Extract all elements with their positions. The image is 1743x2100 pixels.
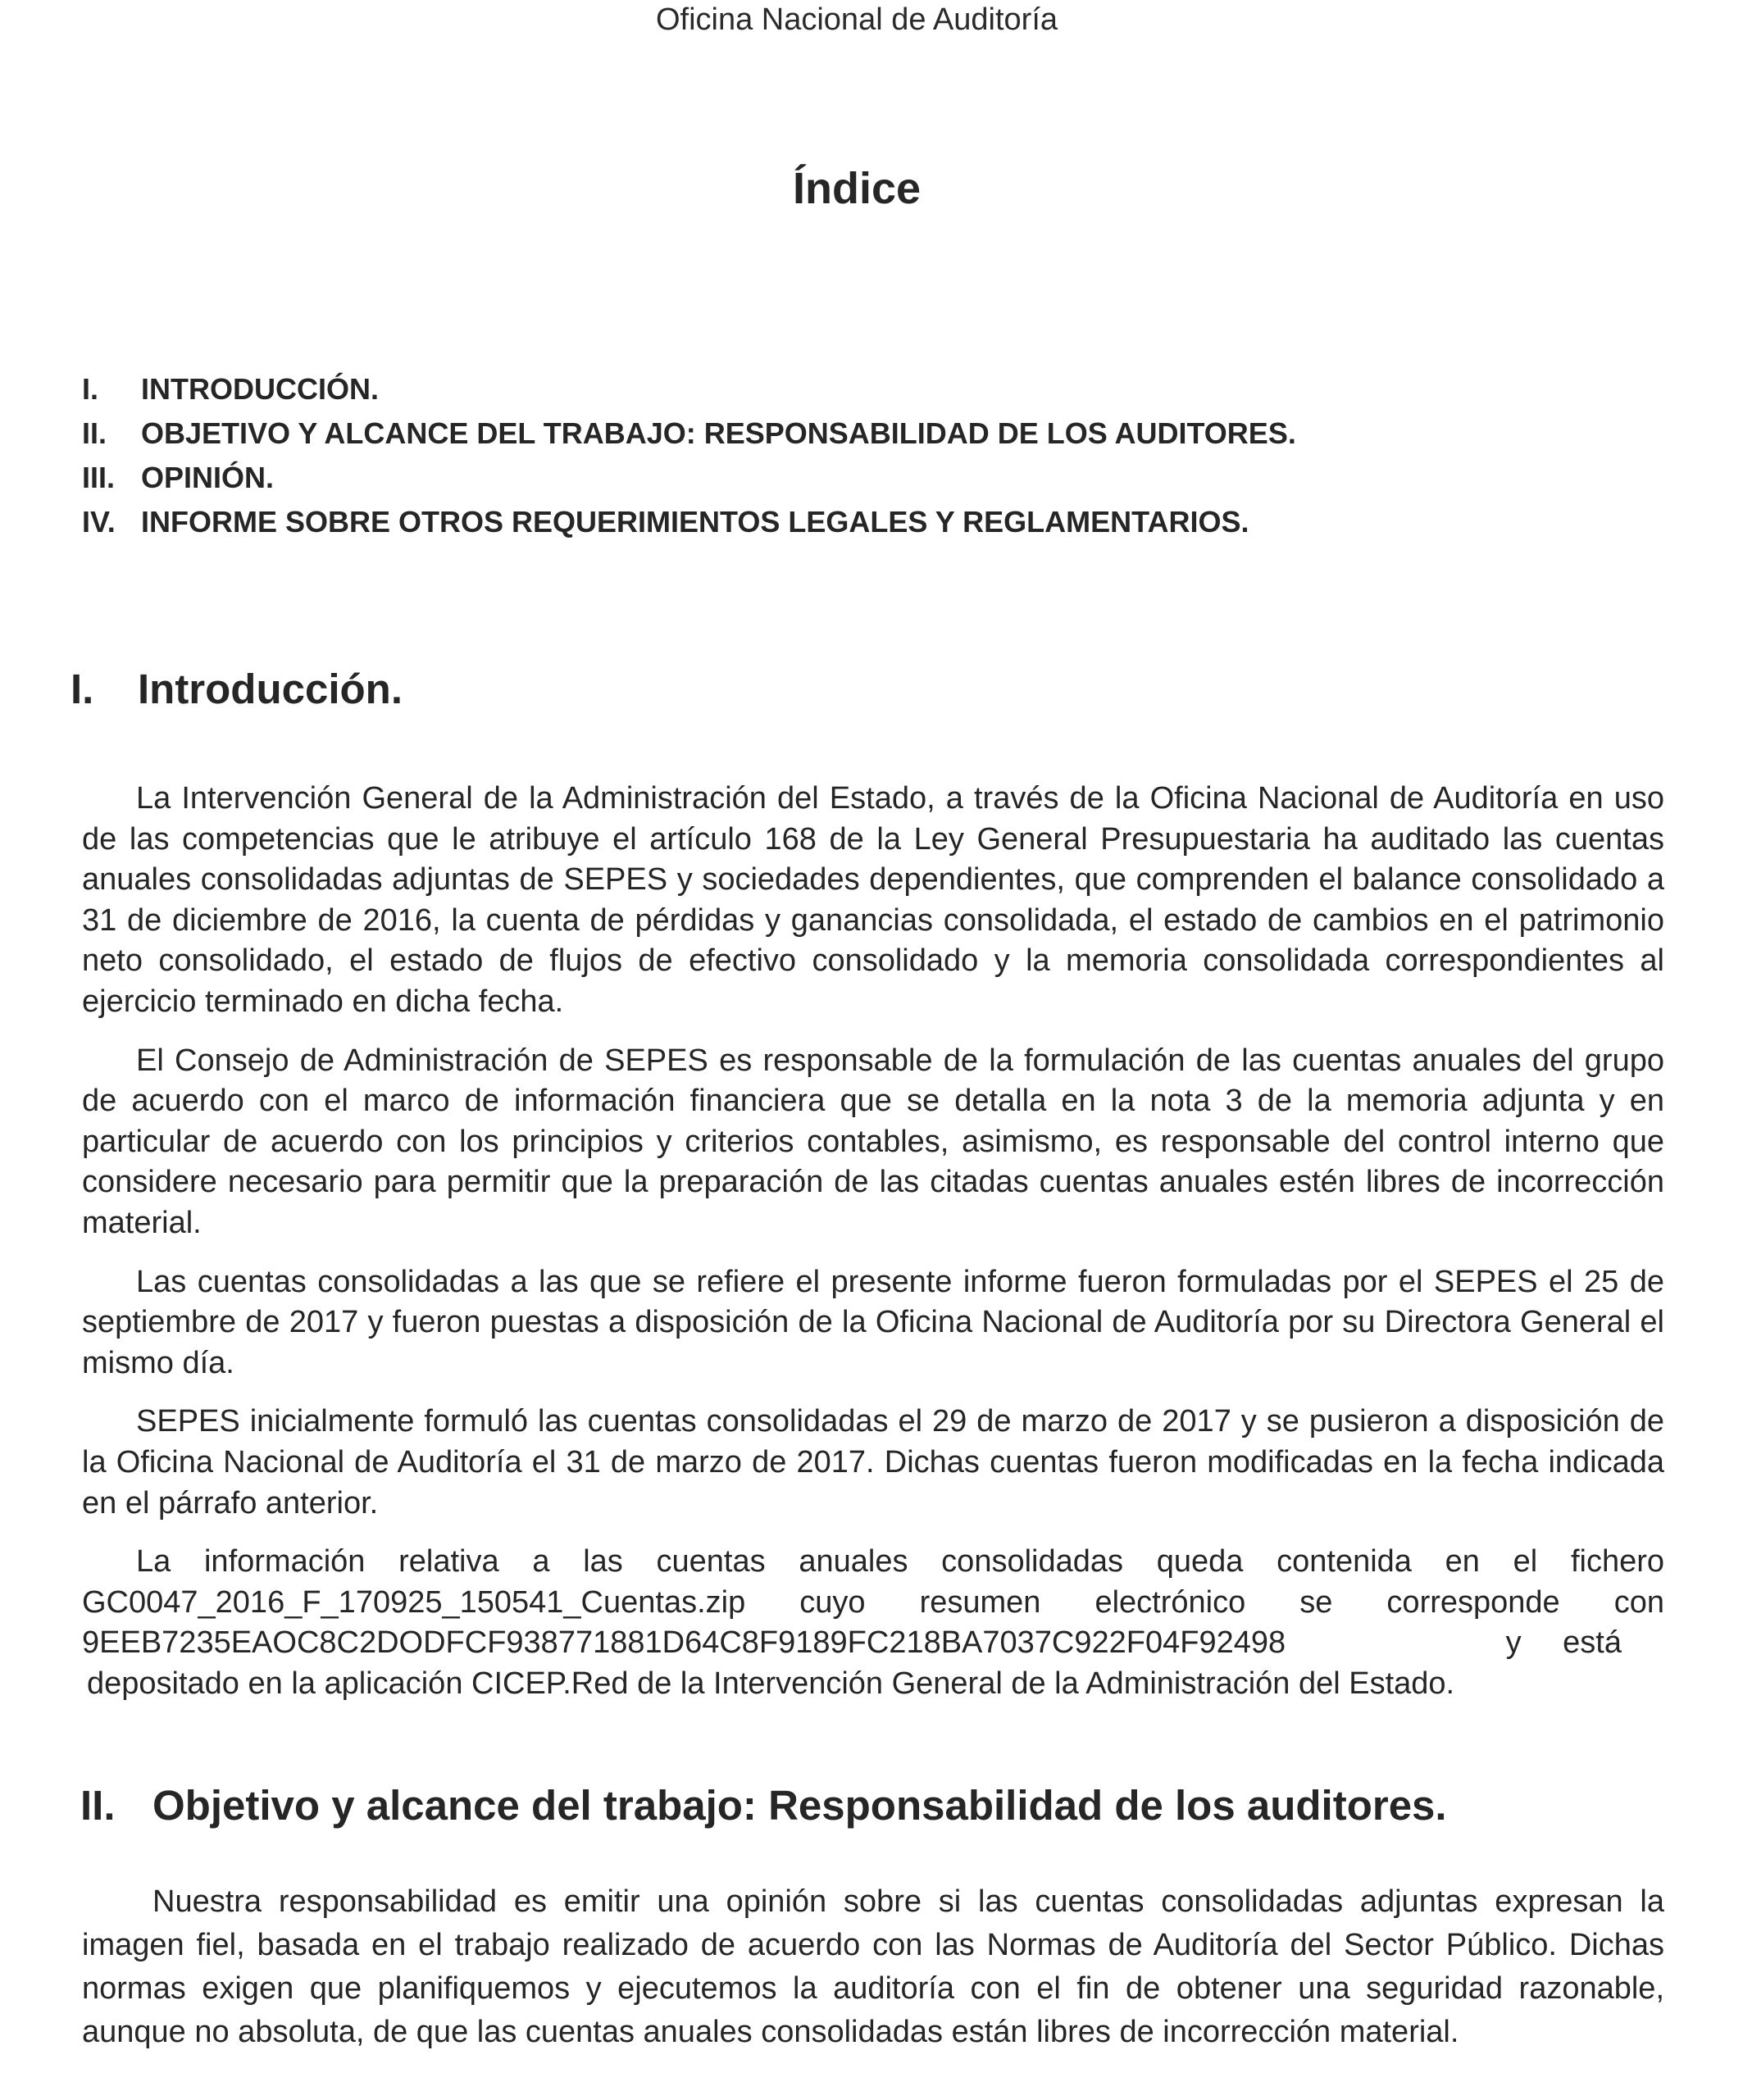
file-paragraph-line: [82, 1623, 1664, 1664]
toc-item-number: III.: [82, 461, 116, 494]
section-body-objetivo: [82, 1880, 1664, 2072]
toc-item-label: OPINIÓN.: [141, 461, 275, 494]
file-paragraph-line: GC0047_2016_F_170925_150541_Cuentas.zip cuyo resumen electrónico se corresponde con: [82, 1584, 1664, 1620]
checksum-hash: 9EEB7235EAOC8C2DODFCF938771881D64C8F9189FC218BA7037C922F04F92498: [82, 1625, 1286, 1661]
section-heading-objetivo: [80, 1779, 1447, 1833]
toc-item-introduccion[interactable]: [82, 367, 1681, 411]
page-header: Oficina Nacional de Auditoría: [655, 2, 1058, 37]
index-title: Índice: [792, 164, 922, 213]
file-paragraph-line-rest: y está: [1505, 1625, 1622, 1661]
section-number: II.: [80, 1782, 116, 1829]
toc-item-label: INFORME SOBRE OTROS REQUERIMIENTOS LEGALES Y REGLAMENTARIOS.: [141, 505, 1249, 539]
toc-item-number: II.: [82, 416, 107, 450]
file-paragraph-line: La información relativa a las cuentas anuales consolidadas queda contenida en el fichero: [136, 1544, 1664, 1580]
table-of-contents: [82, 367, 1681, 544]
paragraph: La Intervención General de la Administración del Estado, a través de la Oficina Nacional de Auditoría en uso de las competencias que le atribuye el artículo 168 de la Ley General Presupuestaria ha auditado las cuentas anuales consolidadas adjuntas de SEPES y sociedades dependientes, que comprenden el balance consolidado a 31 de diciembre de 2016, la cuenta de pérdidas y ganancias consolidada, el estado de cambios en el patrimonio neto consolidado, el estado de flujos de efectivo consolidado y la memoria consolidada correspondientes al ejercicio terminado en dicha fecha.: [82, 781, 1664, 1019]
toc-item-opinion[interactable]: [82, 456, 1681, 500]
section-heading-introduccion: [71, 662, 403, 716]
toc-item-number: I.: [82, 372, 99, 406]
toc-item-informe[interactable]: [82, 500, 1681, 544]
section-number: I.: [71, 666, 94, 712]
toc-item-label: OBJETIVO Y ALCANCE DEL TRABAJO: RESPONSABILIDAD DE LOS AUDITORES.: [141, 416, 1296, 450]
file-paragraph-line: depositado en la aplicación CICEP.Red de la Intervención General de la Administración del Estado.: [87, 1666, 1455, 1701]
paragraph: Las cuentas consolidadas a las que se refiere el presente informe fueron formuladas por el SEPES el 25 de septiembre de 2017 y fueron puestas a disposición de la Oficina Nacional de Auditoría por su Directora General el mismo día.: [82, 1264, 1664, 1380]
paragraph: Nuestra responsabilidad es emitir una opinión sobre si las cuentas consolidadas adjuntas expresan la imagen fiel, basada en el trabajo realizado de acuerdo con las Normas de Auditoría del Sector Público. Dichas normas exigen que planifiquemos y ejecutemos la auditoría con el fin de obtener una seguridad razonable, aunque no absoluta, de que las cuentas anuales consolidadas están libres de incorrección material.: [82, 1884, 1664, 2049]
toc-item-number: IV.: [82, 505, 116, 539]
paragraph: SEPES inicialmente formuló las cuentas consolidadas el 29 de marzo de 2017 y se pusieron a disposición de la Oficina Nacional de Auditoría el 31 de marzo de 2017. Dichas cuentas fueron modificadas en la fecha indicada en el párrafo anterior.: [82, 1404, 1664, 1520]
file-paragraph: [82, 1542, 1664, 1704]
toc-item-objetivo[interactable]: [82, 411, 1681, 456]
section-body-introduccion: [82, 779, 1664, 1722]
paragraph: El Consejo de Administración de SEPES es responsable de la formulación de las cuentas anuales del grupo de acuerdo con el marco de información financiera que se detalla en la nota 3 de la memoria adjunta y en particular de acuerdo con los principios y criterios contables, asimismo, es responsable del control interno que considere necesario para permitir que la preparación de las citadas cuentas anuales estén libres de incorrección material.: [82, 1043, 1664, 1240]
section-title: Objetivo y alcance del trabajo: Responsabilidad de los auditores.: [152, 1782, 1447, 1829]
section-title: Introducción.: [138, 666, 403, 712]
toc-item-label: INTRODUCCIÓN.: [141, 372, 379, 406]
